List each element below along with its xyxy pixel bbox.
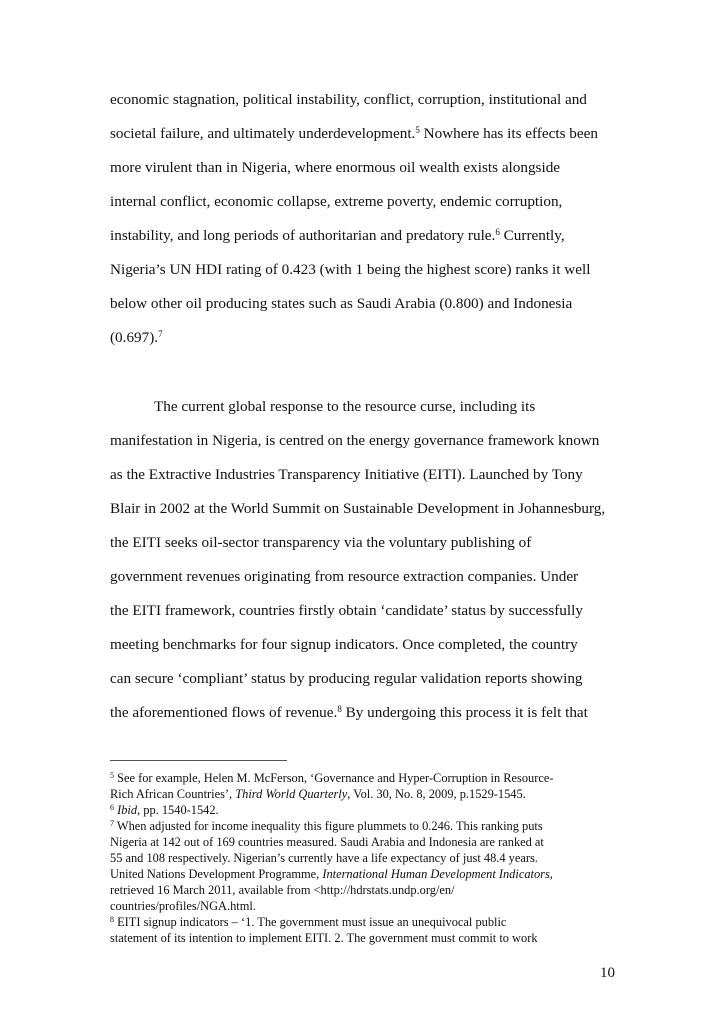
footnote-5: Rich African Countries’, Third World Quarterly, Vol. 30, No. 8, 2009, p.1529-1545. (110, 787, 526, 801)
text-line: internal conflict, economic collapse, extreme poverty, endemic corruption, (110, 193, 563, 210)
footnote-divider (110, 760, 287, 761)
text-line: Nigeria’s UN HDI rating of 0.423 (with 1 being the highest score) ranks it well (110, 261, 591, 278)
text-line: instability, and long periods of authoritarian and predatory rule.$^6$ Currently, (110, 227, 565, 244)
footnote-8: statement of its intention to implement EITI. 2. The government must commit to work (110, 931, 538, 945)
text-line: can secure ‘compliant’ status by producing regular validation reports showing (110, 670, 583, 687)
text-line: the EITI seeks oil-sector transparency via the voluntary publishing of (110, 534, 532, 551)
footnote-6: $^6$ Ibid, pp. 1540-1542. (110, 803, 219, 817)
text-line: the EITI framework, countries firstly obtain ‘candidate’ status by successfully (110, 602, 583, 619)
text-line: The current global response to the resource curse, including its (154, 398, 536, 415)
footnote-7: 55 and 108 respectively. Nigerian’s currently have a life expectancy of just 48.4 years. (110, 851, 538, 865)
text-line: societal failure, and ultimately underdevelopment.$^5$ Nowhere has its effects been (110, 125, 598, 142)
text-line: the aforementioned flows of revenue.$^8$ By undergoing this process it is felt that (110, 704, 588, 721)
text-line: manifestation in Nigeria, is centred on the energy governance framework known (110, 432, 600, 449)
footnote-7: countries/profiles/NGA.html. (110, 899, 256, 913)
footnote-ref[interactable]: 5 (415, 125, 420, 135)
footnote-ref[interactable]: 7 (158, 329, 163, 339)
footnote-7: $^7$ When adjusted for income inequality this figure plummets to 0.246. This ranking puts (110, 819, 543, 833)
text-line: Blair in 2002 at the World Summit on Sustainable Development in Johannesburg, (110, 500, 606, 517)
footnote-8: $^8$ EITI signup indicators – ‘1. The government must issue an unequivocal public (110, 915, 507, 929)
text-line: government revenues originating from resource extraction companies. Under (110, 568, 579, 585)
footnote-ref[interactable]: 6 (495, 227, 500, 237)
footnote-ref[interactable]: 8 (337, 704, 342, 714)
page-number: 10 (600, 965, 615, 981)
text-line: (0.697).$^7$ (110, 329, 163, 346)
footnote-7: retrieved 16 March 2011, available from <http://hdrstats.undp.org/en/ (110, 883, 455, 897)
text-line: as the Extractive Industries Transparency Initiative (EITI). Launched by Tony (110, 466, 583, 483)
text-line: more virulent than in Nigeria, where enormous oil wealth exists alongside (110, 159, 561, 176)
text-line: meeting benchmarks for four signup indicators. Once completed, the country (110, 636, 578, 653)
footnote-5: $^5$ See for example, Helen M. McFerson, ‘Governance and Hyper-Corruption in Resource- (110, 771, 554, 785)
footnote-7: United Nations Development Programme, International Human Development Indicators, (110, 867, 553, 881)
text-line: economic stagnation, political instability, conflict, corruption, institutional and (110, 91, 587, 108)
text-line: below other oil producing states such as Saudi Arabia (0.800) and Indonesia (110, 295, 573, 312)
footnote-7: Nigeria at 142 out of 169 countries measured. Saudi Arabia and Indonesia are ranked at (110, 835, 544, 849)
